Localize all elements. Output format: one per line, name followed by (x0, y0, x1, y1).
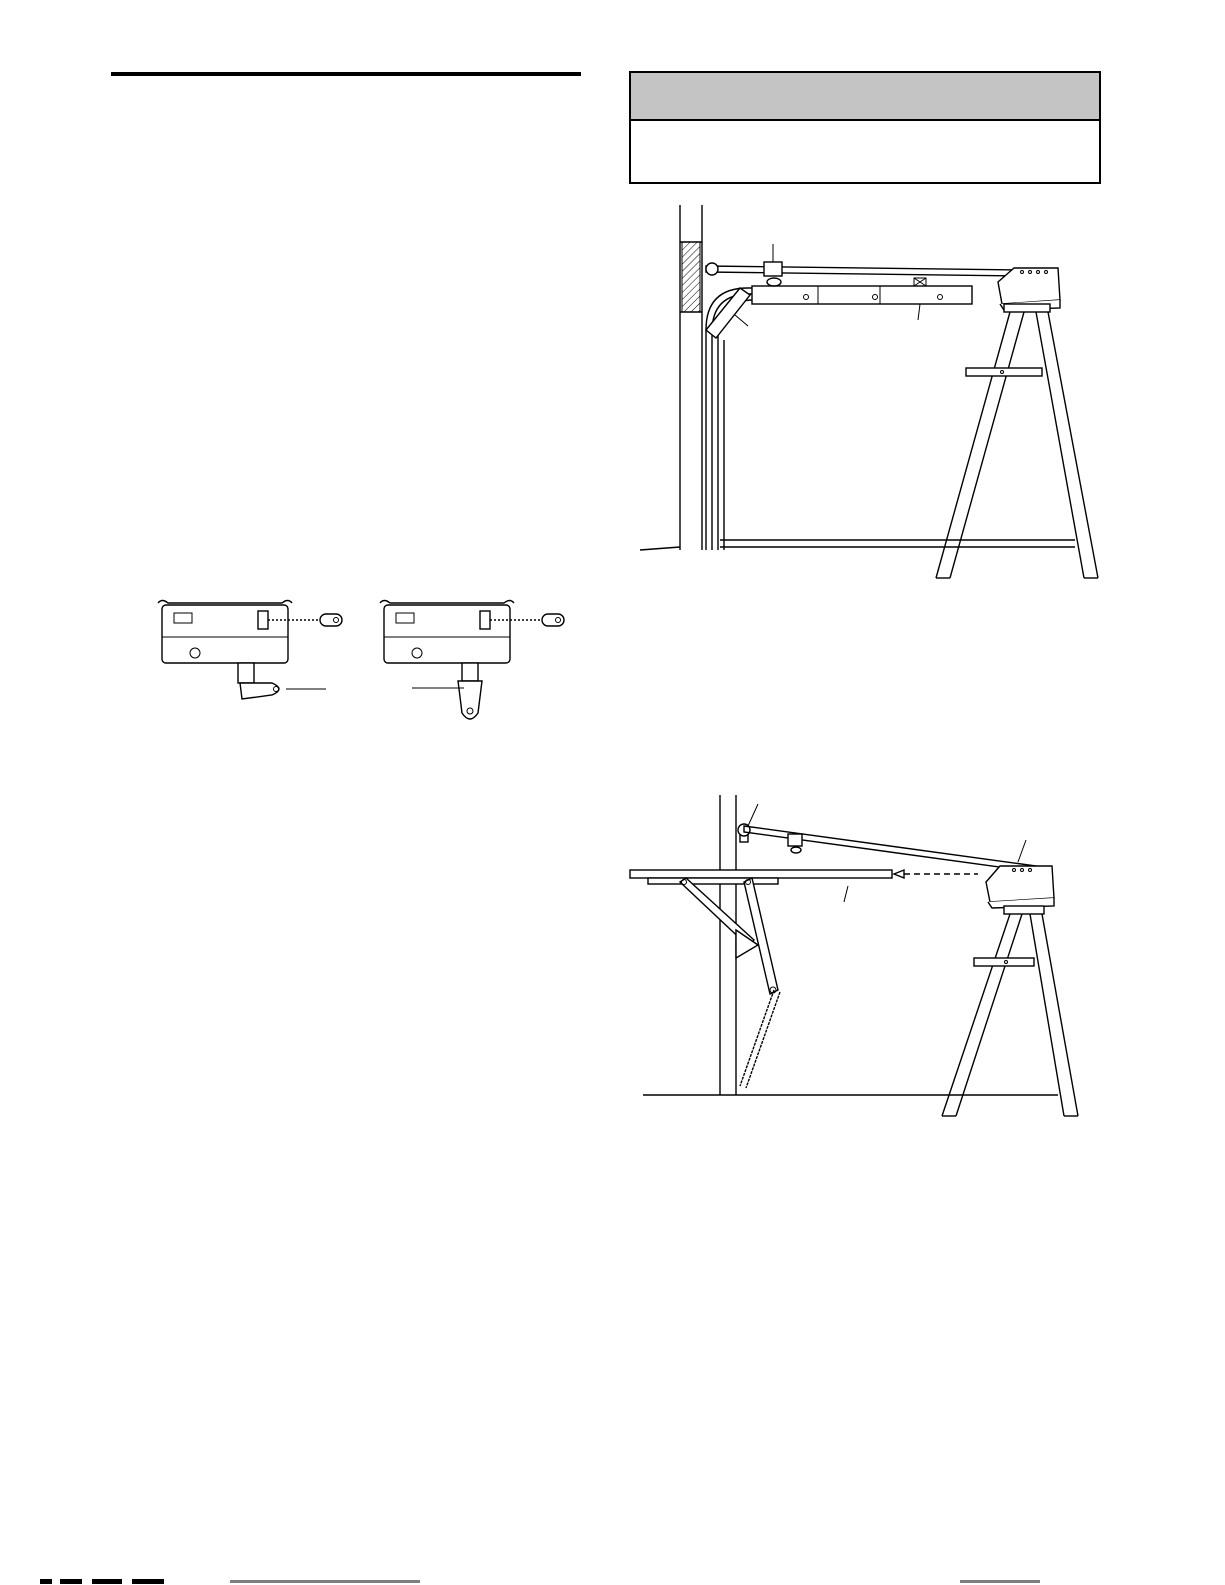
one-piece-door-figure (628, 790, 1098, 1125)
trolley-release-arm-icon (158, 601, 342, 700)
trolley-release-arm-down-icon (380, 601, 564, 720)
spring-icon (740, 987, 780, 1088)
sectional-door-icon (640, 205, 1075, 550)
stepladder-icon (936, 304, 1098, 578)
notice-header-bar (631, 73, 1099, 121)
trolley-figure (150, 595, 590, 745)
power-head-icon (986, 866, 1054, 908)
notice-box (629, 71, 1101, 184)
door-arm-icon (680, 824, 778, 994)
footer-print-marks (0, 1578, 1225, 1585)
section-header-rule (111, 72, 581, 76)
stepladder-icon (942, 906, 1078, 1116)
sectional-door-figure (640, 200, 1110, 585)
rail-icon (706, 244, 1020, 320)
